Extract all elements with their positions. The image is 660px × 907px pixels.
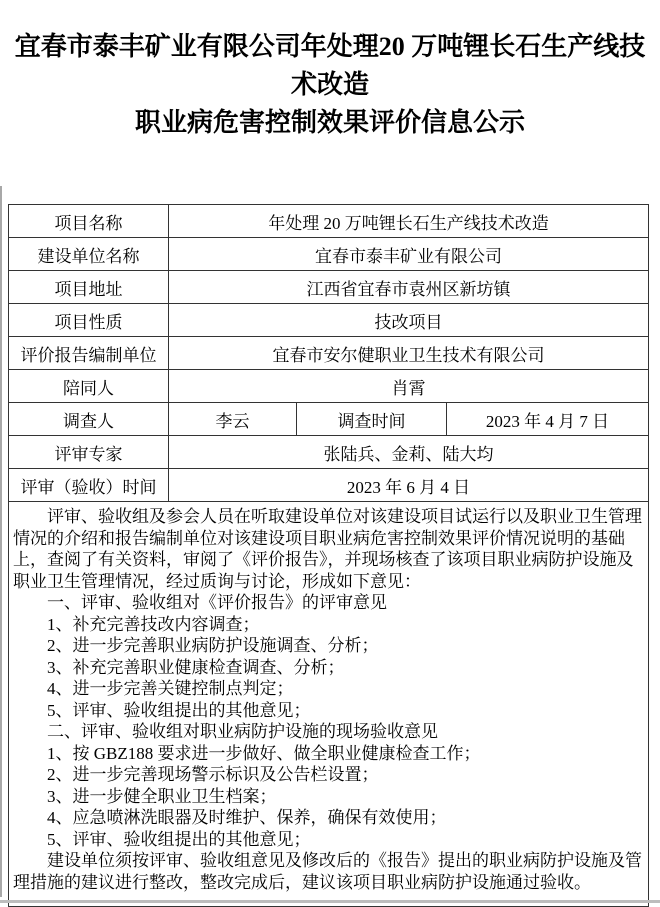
row-label: 项目名称	[9, 205, 169, 238]
table-row-review-experts	[9, 436, 649, 469]
row-value: 肖霄	[169, 370, 649, 403]
row-value: 技改项目	[169, 304, 649, 337]
scan-edge-artifact	[0, 186, 2, 897]
row-value: 2023 年 6 月 4 日	[169, 469, 649, 502]
row-value: 年处理 20 万吨锂长石生产线技术改造	[169, 205, 649, 238]
scan-bottom-edge-artifact	[0, 900, 660, 903]
investigator-name: 李云	[169, 403, 297, 436]
investigation-time-value: 2023 年 4 月 7 日	[447, 403, 649, 436]
table-row-construction-unit	[9, 238, 649, 271]
table-row-project-address	[9, 271, 649, 304]
table-row-investigator	[9, 403, 649, 436]
row-value: 张陆兵、金莉、陆大均	[169, 436, 649, 469]
opinion-closing-paragraph: 建设单位须按评审、验收组意见及修改后的《报告》提出的职业病防护设施及管理措施的建议进行整改，整改完成后，建议该项目职业病防护设施通过验收。	[13, 851, 642, 892]
investigation-time-label: 调查时间	[297, 403, 447, 436]
table-row-report-compiler	[9, 337, 649, 370]
table-row-accompanying-person	[9, 370, 649, 403]
row-label: 调查人	[9, 403, 169, 436]
opinion-item: 5、评审、验收组提出的其他意见；	[47, 700, 311, 720]
opinion-item: 4、应急喷淋洗眼器及时维护、保养，确保有效使用；	[47, 808, 447, 827]
document-title: 宜春市泰丰矿业有限公司年处理20 万吨锂长石生产线技术改造	[14, 32, 646, 99]
table-row-project-name	[9, 205, 649, 238]
row-value: 宜春市安尔健职业卫生技术有限公司	[169, 337, 649, 370]
opinion-section-1-heading: 一、评审、验收组对《评价报告》的评审意见	[47, 593, 387, 612]
row-value: 宜春市泰丰矿业有限公司	[169, 238, 649, 271]
row-label: 陪同人	[9, 370, 169, 403]
table-row-review-time	[9, 469, 649, 502]
opinion-item: 2、进一步完善职业病防护设施调查、分析；	[47, 636, 379, 655]
opinion-item: 3、补充完善职业健康检查调查、分析；	[47, 657, 345, 677]
table-row-opinion	[9, 502, 649, 907]
opinion-cell	[9, 502, 649, 907]
opinion-item: 1、按 GBZ188 要求进一步做好、做全职业健康检查工作；	[47, 743, 481, 763]
opinion-section-2-heading: 二、评审、验收组对职业病防护设施的现场验收意见	[47, 722, 438, 741]
document-page	[0, 28, 660, 903]
row-label: 建设单位名称	[9, 238, 169, 271]
document-subtitle: 职业病危害控制效果评价信息公示	[134, 108, 525, 137]
opinion-item: 1、补充完善技改内容调查；	[47, 614, 260, 634]
row-label: 评审（验收）时间	[9, 469, 169, 502]
table-row-project-nature	[9, 304, 649, 337]
row-label: 评价报告编制单位	[9, 337, 169, 370]
project-info-table	[8, 204, 649, 907]
opinion-item: 4、进一步完善关键控制点判定；	[47, 679, 294, 698]
opinion-item: 2、进一步完善现场警示标识及公告栏设置；	[47, 765, 379, 784]
row-label: 评审专家	[9, 436, 169, 469]
row-label: 项目地址	[9, 271, 169, 304]
row-value: 江西省宜春市袁州区新坊镇	[169, 271, 649, 304]
opinion-item: 3、进一步健全职业卫生档案；	[47, 786, 277, 806]
opinion-intro-paragraph: 评审、验收组及参会人员在听取建设单位对该建设项目试运行以及职业卫生管理情况的介绍和报告编制单位对该建设项目职业病危害控制效果评价情况说明的基础上，查阅了有关资料，审阅了《评价报告》，并现场核查了该项目职业病防护设施及职业卫生管理情况，经过质询与讨论，形成如下意见：	[13, 507, 642, 591]
row-label: 项目性质	[9, 304, 169, 337]
opinion-item: 5、评审、验收组提出的其他意见；	[47, 829, 311, 849]
